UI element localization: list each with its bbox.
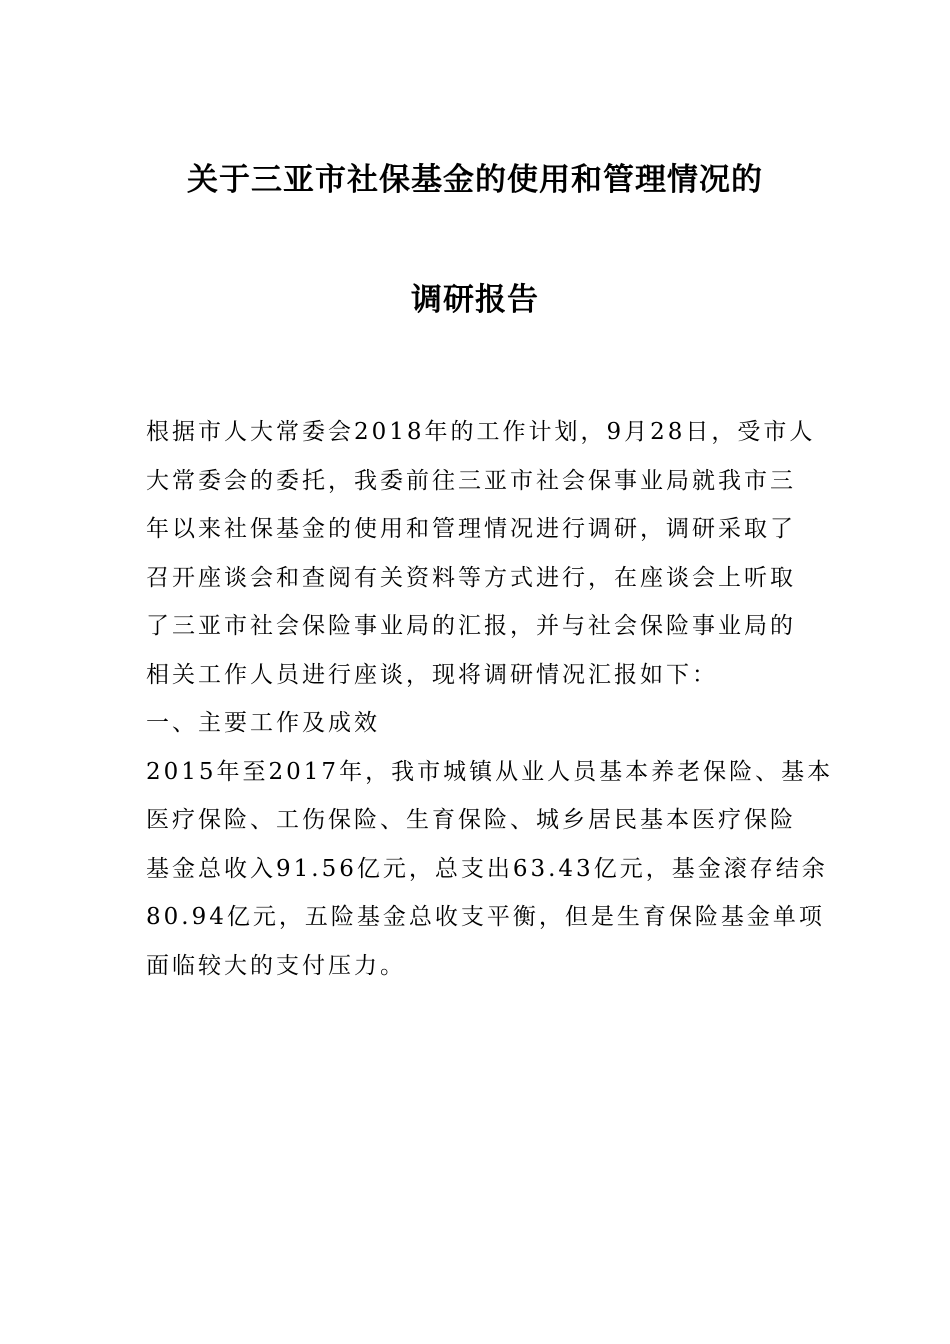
- section-heading: 一、主要工作及成效: [146, 710, 380, 736]
- paragraph-2-line: 2015年至2017年，我市城镇从业人员基本养老保险、基本: [146, 758, 834, 785]
- paragraph-1-line: 了三亚市社会保险事业局的汇报，并与社会保险事业局的: [146, 613, 796, 639]
- document-title-line-2: 调研报告: [411, 282, 539, 318]
- paragraph-1-line: 年以来社保基金的使用和管理情况进行调研，调研采取了: [146, 516, 796, 542]
- paragraph-2-line: 80.94亿元，五险基金总收支平衡，但是生育保险基金单项: [146, 904, 825, 930]
- document-title-line-1: 关于三亚市社保基金的使用和管理情况的: [187, 162, 763, 198]
- paragraph-2-line: 基金总收入91.56亿元，总支出63.43亿元，基金滚存结余: [146, 855, 828, 882]
- paragraph-2-line: 面临较大的支付压力。: [146, 952, 406, 979]
- paragraph-1-line: 大常委会的委托，我委前往三亚市社会保事业局就我市三: [146, 467, 796, 494]
- paragraph-1-line: 相关工作人员进行座谈，现将调研情况汇报如下：: [146, 661, 718, 688]
- paragraph-1-line: 召开座谈会和查阅有关资料等方式进行，在座谈会上听取: [146, 564, 796, 591]
- paragraph-1-line: 根据市人大常委会2018年的工作计划，9月28日，受市人: [146, 419, 816, 445]
- document-body: [146, 408, 834, 990]
- paragraph-2-line: 医疗保险、工伤保险、生育保险、城乡居民基本医疗保险: [146, 807, 796, 833]
